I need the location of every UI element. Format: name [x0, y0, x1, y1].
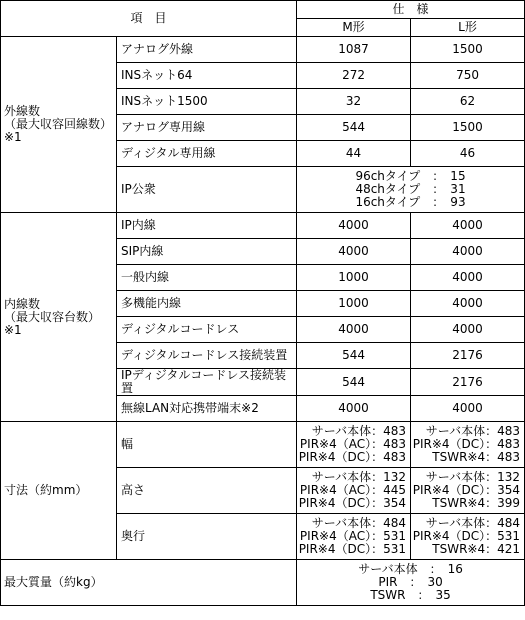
- row-label: IP公衆: [117, 167, 297, 213]
- l-value: サーバ本体：132 PIR※4（DC）：354 TSWR※4：399: [411, 468, 525, 514]
- row-label: IP内線: [117, 213, 297, 239]
- m-type-header: M形: [297, 19, 411, 37]
- row-label: アナログ外線: [117, 37, 297, 63]
- m-value: 1000: [297, 291, 411, 317]
- m-value: 44: [297, 141, 411, 167]
- m-value: 4000: [297, 239, 411, 265]
- m-value: 4000: [297, 213, 411, 239]
- table-row: [1, 37, 525, 63]
- spec-header: 仕 様: [297, 1, 525, 19]
- row-label: 奥行: [117, 514, 297, 560]
- table-row: [1, 213, 525, 239]
- row-label: INSネット64: [117, 63, 297, 89]
- m-value: 32: [297, 89, 411, 115]
- outside-lines-group-label: 外線数 （最大収容回線数） ※1: [1, 37, 117, 213]
- l-value: 4000: [411, 265, 525, 291]
- l-value: サーバ本体：483 PIR※4（DC）：483 TSWR※4：483: [411, 422, 525, 468]
- l-value: 4000: [411, 291, 525, 317]
- row-label: 無線LAN対応携帯端末※2: [117, 396, 297, 422]
- weight-row: [1, 560, 525, 606]
- row-label: INSネット1500: [117, 89, 297, 115]
- m-value: 272: [297, 63, 411, 89]
- m-value: サーバ本体：484 PIR※4（AC）：531 PIR※4（DC）：531: [297, 514, 411, 560]
- item-header: 項 目: [1, 1, 297, 37]
- row-label: IPディジタルコードレス接続装置: [117, 369, 297, 396]
- l-value: 1500: [411, 115, 525, 141]
- m-value: 544: [297, 343, 411, 369]
- m-value: 1000: [297, 265, 411, 291]
- m-value: 544: [297, 369, 411, 396]
- row-label: SIP内線: [117, 239, 297, 265]
- m-value: 4000: [297, 396, 411, 422]
- table-row: [1, 422, 525, 468]
- l-value: 2176: [411, 369, 525, 396]
- row-label: 一般内線: [117, 265, 297, 291]
- ip-public-values: 96chタイプ ： 15 48chタイプ ： 31 16chタイプ ： 93: [297, 167, 525, 213]
- extensions-group-label: 内線数 （最大収容台数） ※1: [1, 213, 117, 422]
- dimensions-group-label: 寸法（約mm）: [1, 422, 117, 560]
- l-value: 750: [411, 63, 525, 89]
- m-value: 4000: [297, 317, 411, 343]
- row-label: ディジタル専用線: [117, 141, 297, 167]
- row-label: 多機能内線: [117, 291, 297, 317]
- m-value: 544: [297, 115, 411, 141]
- l-value: 46: [411, 141, 525, 167]
- l-value: サーバ本体：484 PIR※4（DC）：531 TSWR※4：421: [411, 514, 525, 560]
- row-label: アナログ専用線: [117, 115, 297, 141]
- l-value: 1500: [411, 37, 525, 63]
- weight-values: サーバ本体 ： 16 PIR ： 30 TSWR ： 35: [297, 560, 525, 606]
- l-value: 62: [411, 89, 525, 115]
- row-label: 幅: [117, 422, 297, 468]
- l-value: 4000: [411, 396, 525, 422]
- m-value: サーバ本体：483 PIR※4（AC）：483 PIR※4（DC）：483: [297, 422, 411, 468]
- l-value: 4000: [411, 317, 525, 343]
- row-label: ディジタルコードレス接続装置: [117, 343, 297, 369]
- m-value: 1087: [297, 37, 411, 63]
- l-value: 4000: [411, 239, 525, 265]
- row-label: ディジタルコードレス: [117, 317, 297, 343]
- m-value: サーバ本体：132 PIR※4（AC）：445 PIR※4（DC）：354: [297, 468, 411, 514]
- row-label: 高さ: [117, 468, 297, 514]
- weight-label: 最大質量（約kg）: [1, 560, 297, 606]
- l-value: 4000: [411, 213, 525, 239]
- l-type-header: L形: [411, 19, 525, 37]
- l-value: 2176: [411, 343, 525, 369]
- header-row: [1, 1, 525, 19]
